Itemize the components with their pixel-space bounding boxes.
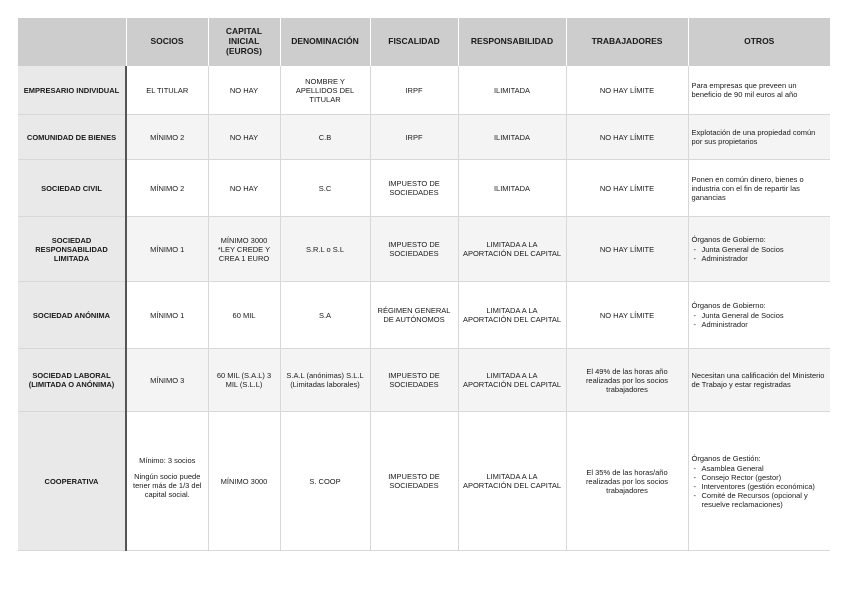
cell-fiscalidad: IMPUESTO DE SOCIEDADES [370, 217, 458, 282]
company-types-table [18, 18, 830, 551]
cell-otros [688, 412, 830, 551]
cell-socios: MÍNIMO 1 [126, 282, 208, 349]
cell-otros: Ponen en común dinero, bienes o industria con el fin de repartir las ganancias [688, 160, 830, 217]
cell-socios: MÍNIMO 2 [126, 160, 208, 217]
cell-denominacion: NOMBRE Y APELLIDOS DEL TITULAR [280, 66, 370, 115]
table-row [18, 66, 830, 115]
cell-otros [688, 282, 830, 349]
cell-trabajadores: NO HAY LÍMITE [566, 66, 688, 115]
cell-otros: Explotación de una propiedad común por sus propietarios [688, 115, 830, 160]
cell-capital: MÍNIMO 3000 [208, 412, 280, 551]
cell-capital: MÍNIMO 3000 *LEY CREDE Y CREA 1 EURO [208, 217, 280, 282]
cell-socios: MÍNIMO 2 [126, 115, 208, 160]
table-row [18, 412, 830, 551]
cell-otros: Necesitan una calificación del Ministerio de Trabajo y estar registradas [688, 349, 830, 412]
table-row [18, 282, 830, 349]
socios-note: Ningún socio puede tener más de 1/3 del capital social. [133, 471, 202, 500]
cell-responsabilidad: LIMITADA A LA APORTACIÓN DEL CAPITAL [458, 349, 566, 412]
header-capital: CAPITAL INICIAL (EUROS) [208, 18, 280, 66]
cell-fiscalidad: IRPF [370, 66, 458, 115]
cell-fiscalidad: IMPUESTO DE SOCIEDADES [370, 160, 458, 217]
cell-fiscalidad: IRPF [370, 115, 458, 160]
row-type-label: SOCIEDAD CIVIL [18, 160, 126, 217]
socios-min: Mínimo: 3 socios [139, 456, 196, 466]
row-type-label: SOCIEDAD LABORAL (LIMITADA O ANÓNIMA) [18, 349, 126, 412]
list-item: - Interventores (gestión económica) [702, 482, 828, 491]
list-item: - Junta General de Socios [702, 245, 828, 254]
row-type-label: SOCIEDAD RESPONSABILIDAD LIMITADA [18, 217, 126, 282]
cell-trabajadores: NO HAY LÍMITE [566, 282, 688, 349]
list-item: - Asamblea General [702, 464, 828, 473]
row-type-label: COOPERATIVA [18, 412, 126, 551]
cell-trabajadores: El 49% de las horas año realizadas por los socios trabajadores [566, 349, 688, 412]
header-responsabilidad: RESPONSABILIDAD [458, 18, 566, 66]
cell-capital: 60 MIL (S.A.L) 3 MIL (S.L.L) [208, 349, 280, 412]
cell-fiscalidad: IMPUESTO DE SOCIEDADES [370, 412, 458, 551]
cell-responsabilidad: ILIMITADA [458, 66, 566, 115]
table-row [18, 160, 830, 217]
cell-trabajadores: NO HAY LÍMITE [566, 217, 688, 282]
header-trabajadores: TRABAJADORES [566, 18, 688, 66]
cell-responsabilidad: ILIMITADA [458, 115, 566, 160]
cell-socios: MÍNIMO 1 [126, 217, 208, 282]
list-item: - Junta General de Socios [702, 311, 828, 320]
header-fiscalidad: FISCALIDAD [370, 18, 458, 66]
cell-capital: NO HAY [208, 66, 280, 115]
cell-capital: NO HAY [208, 160, 280, 217]
otros-title: Órganos de Gobierno: [691, 235, 766, 244]
header-corner [18, 18, 126, 66]
header-otros: OTROS [688, 18, 830, 66]
header-row [18, 18, 830, 66]
cell-denominacion: S.A [280, 282, 370, 349]
list-item: - Comité de Recursos (opcional y resuelve reclamaciones) [702, 491, 828, 509]
cell-responsabilidad: LIMITADA A LA APORTACIÓN DEL CAPITAL [458, 412, 566, 551]
otros-title: Órganos de Gobierno: [691, 301, 766, 310]
cell-otros: Para empresas que preveen un beneficio de 90 mil euros al año [688, 66, 830, 115]
table-row [18, 349, 830, 412]
list-item: - Consejo Rector (gestor) [702, 473, 828, 482]
cell-socios: EL TITULAR [126, 66, 208, 115]
header-denominacion: DENOMINACIÓN [280, 18, 370, 66]
cell-trabajadores: NO HAY LÍMITE [566, 115, 688, 160]
cell-fiscalidad: RÉGIMEN GENERAL DE AUTÓNOMOS [370, 282, 458, 349]
row-type-label: EMPRESARIO INDIVIDUAL [18, 66, 126, 115]
cell-denominacion: C.B [280, 115, 370, 160]
table-row [18, 217, 830, 282]
cell-responsabilidad: ILIMITADA [458, 160, 566, 217]
otros-title: Órganos de Gestión: [691, 453, 761, 463]
otros-list [692, 245, 828, 263]
otros-list [692, 311, 828, 329]
cell-otros [688, 217, 830, 282]
cell-fiscalidad: IMPUESTO DE SOCIEDADES [370, 349, 458, 412]
cell-capital: NO HAY [208, 115, 280, 160]
otros-list [692, 464, 828, 509]
cell-socios [126, 412, 208, 551]
cell-denominacion: S.C [280, 160, 370, 217]
row-type-label: SOCIEDAD ANÓNIMA [18, 282, 126, 349]
header-socios: SOCIOS [126, 18, 208, 66]
list-item: - Administrador [702, 254, 828, 263]
table-row [18, 115, 830, 160]
row-type-label: COMUNIDAD DE BIENES [18, 115, 126, 160]
cell-responsabilidad: LIMITADA A LA APORTACIÓN DEL CAPITAL [458, 217, 566, 282]
cell-denominacion: S.A.L (anónimas) S.L.L (Limitadas laborales) [280, 349, 370, 412]
cell-socios: MÍNIMO 3 [126, 349, 208, 412]
cell-trabajadores: NO HAY LÍMITE [566, 160, 688, 217]
cell-capital: 60 MIL [208, 282, 280, 349]
cell-denominacion: S.R.L o S.L [280, 217, 370, 282]
list-item: - Administrador [702, 320, 828, 329]
cell-responsabilidad: LIMITADA A LA APORTACIÓN DEL CAPITAL [458, 282, 566, 349]
cell-denominacion: S. COOP [280, 412, 370, 551]
cell-trabajadores: El 35% de las horas/año realizadas por los socios trabajadores [566, 412, 688, 551]
